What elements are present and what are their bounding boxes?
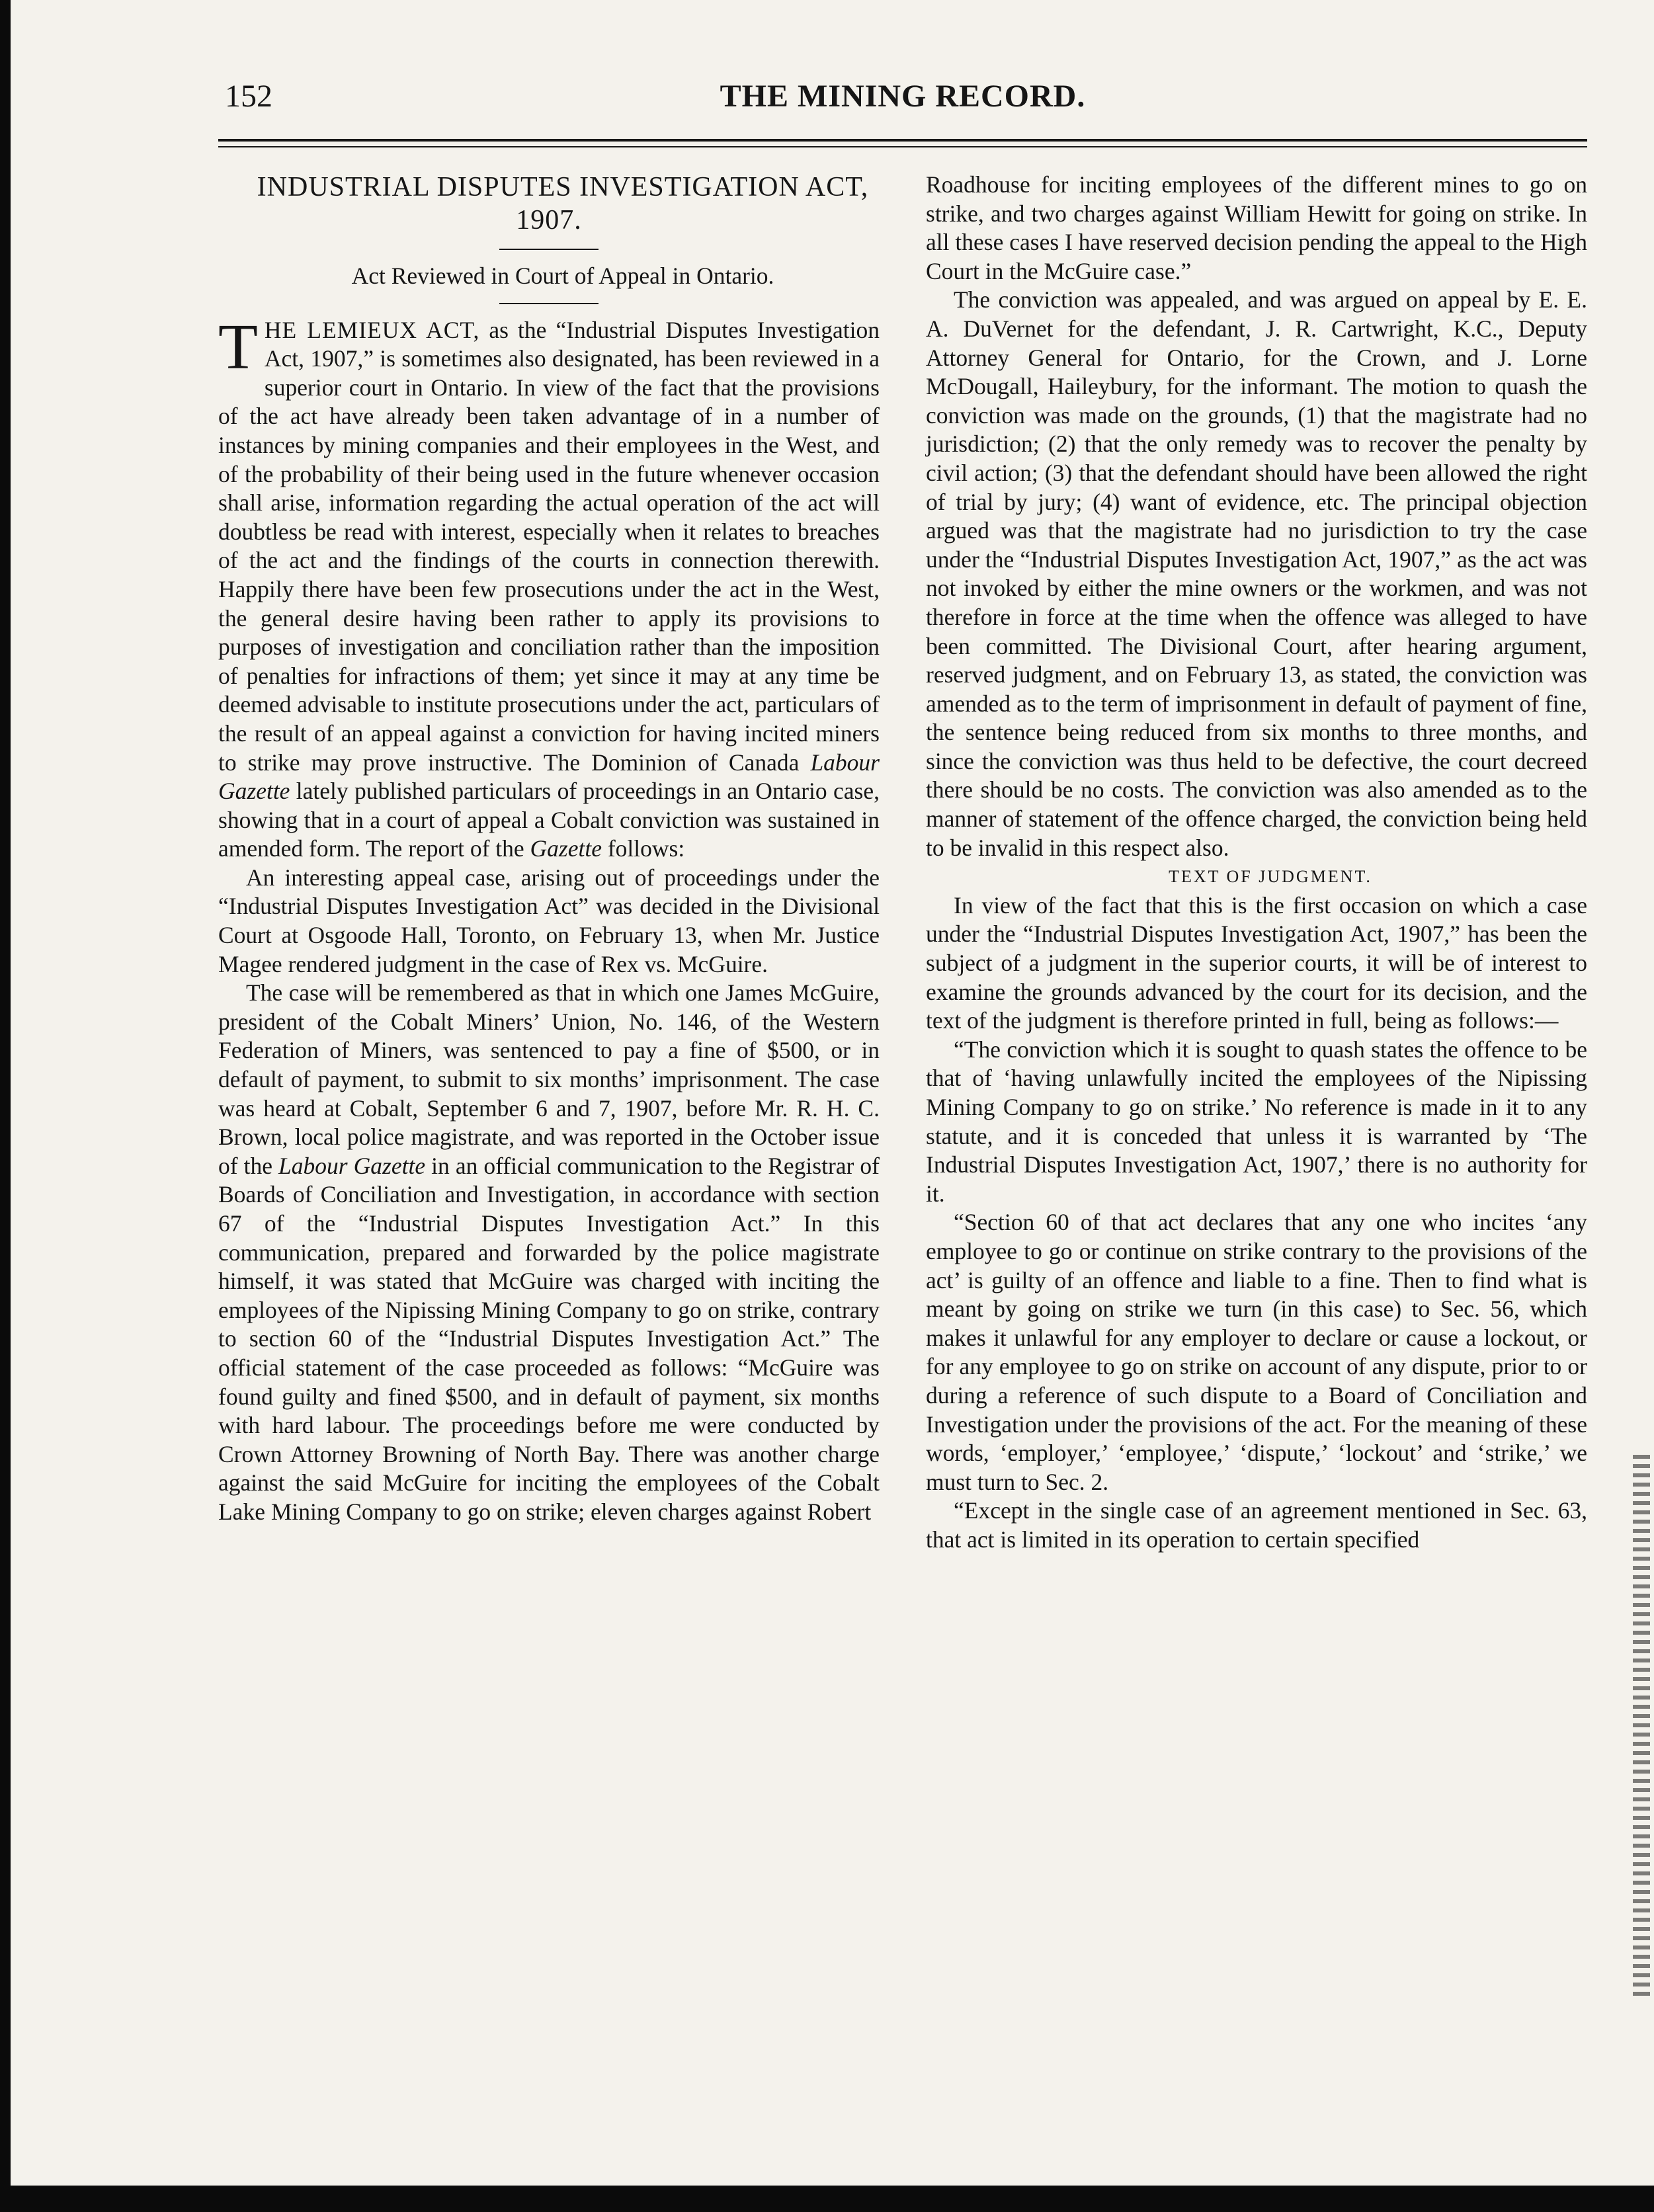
section-heading: TEXT OF JUDGMENT. xyxy=(1169,867,1372,887)
intro-italic-gazette: Gazette xyxy=(530,835,602,862)
paragraph-judgment-2: “Section 60 of that act declares that any one who incites ‘any employee to go or continue on strike contrary to the provisions of the act’ is guilty of an offence and liable to a fine. Then to find what is meant by going on strike we turn (in this case) to Sec. 56, which makes it unlawful for any employer to declare or cause a lockout, or for any employee to go on strike on account of any dispute, prior to or during a reference of such dispute to a Board of Conciliation and Investigation under the provisions of the act. For the meaning of these words, ‘employer,’ ‘employee,’ ‘dispute,’ ‘lockout’ and ‘strike,’ we must turn to Sec. 2. xyxy=(926,1209,1587,1495)
right-column xyxy=(926,171,1587,1555)
paragraph-appeal-grounds: The conviction was appealed, and was argued on appeal by E. E. A. DuVernet for the defendant, J. R. Cartwright, K.C., Deputy Attorney General for Ontario, for the Crown, and J. Lorne McDougall, Haileybury, for the informant. The motion to quash the conviction was made on the grounds, (1) that the magistrate had no jurisdiction; (2) that the only remedy was to recover the penalty by civil action; (3) that the defendant should have been allowed the right of trial by jury; (4) want of evidence, etc. The principal objection argued was that the magistrate had no jurisdiction to try the case under the “Industrial Disputes Investigation Act, 1907,” as the act was not invoked by either the mine owners or the workmen, and was not therefore in force at the time when the offence was alleged to have been committed. The Divisional Court, after hearing argument, reserved judgment, and on February 13, as stated, the conviction was amended as to the term of imprisonment in default of payment of fine, the sentence being reduced from six months to three months, and since the conviction was thus held to be defective, the court decreed there should be no costs. The conviction was also amended as to the manner of statement of the offence charged, the conviction being held to be invalid in this respect also. xyxy=(926,286,1587,861)
article-title: INDUSTRIAL DISPUTES INVESTIGATION ACT, 1907. xyxy=(257,172,869,235)
paragraph-intro xyxy=(218,311,880,864)
intro-text-end: follows: xyxy=(601,835,685,862)
lead-caps: HE LEMIEUX ACT, xyxy=(264,316,480,343)
paragraph-judgment-1: “The conviction which it is sought to quash states the offence to be that of ‘having unlawfully incited the employees of the Nipissing Mining Company to go on strike.’ No reference is made in it to any statute, and it is conceded that unless it is warranted by ‘The Industrial Disputes Investigation Act, 1907,’ there is no authority for it. xyxy=(926,1036,1587,1207)
paragraph-judgment-3: “Except in the single case of an agreement mentioned in Sec. 63, that act is limited in its operation to certain specified xyxy=(926,1497,1587,1553)
subtitle-rule xyxy=(499,303,599,304)
drop-cap: T xyxy=(218,311,258,383)
paragraph-continued: Roadhouse for inciting employees of the different mines to go on strike, and two charges against William Hewitt for going on strike. In all these cases I have reserved decision pending the appeal to the High Court in the McGuire case.” xyxy=(926,171,1587,284)
case-history-italic: Labour Gazette xyxy=(278,1152,426,1179)
running-title: THE MINING RECORD. xyxy=(720,79,1086,114)
paragraph-case-history xyxy=(218,979,880,1526)
intro-text-mid: lately published particulars of proceedings in an Ontario case, showing that in a court of appeal a Cobalt conviction was sustained in amended form. The report of the xyxy=(218,778,880,862)
case-history-text: The case will be remembered as that in which one James McGuire, president of the Cobalt Miners’ Union, No. 146, of the Western Federation of Miners, was sentenced to pay a fine of $500, or in default of payment, to submit to six months’ imprisonment. The case was heard at Cobalt, September 6 and 7, 1907, before Mr. R. H. C. Brown, local police magistrate, and was reported in the October issue of the xyxy=(218,979,880,1179)
page-number: 152 xyxy=(225,79,272,114)
scan-edge-left xyxy=(0,0,11,2212)
page-header xyxy=(218,78,1587,124)
page xyxy=(218,78,1587,1553)
left-column xyxy=(218,171,880,1527)
paragraph-judgment-intro: In view of the fact that this is the first occasion on which a case under the “Industrial Disputes Investigation Act, 1907,” has been the subject of a judgment in the superior courts, it will be of interest to examine the grounds advanced by the court for its decision, and the text of the judgment is therefore printed in full, being as follows:— xyxy=(926,891,1587,1034)
intro-italic-labour-gazette: Labour Gazette xyxy=(218,749,880,805)
case-history-text-end: in an official communication to the Registrar of Boards of Conciliation and Investigation, in accordance with section 67 of the “Industrial Disputes Investigation Act.” In this communication, prepared and forwarded by the police magistrate himself, it was stated that McGuire was charged with inciting the employees of the Nipissing Mining Company to go on strike, contrary to section 60 of the “Industrial Disputes Investigation Act.” The official statement of the case proceeded as follows: “McGuire was found guilty and fined $500, and in default of payment, six months with hard labour. The proceedings before me were conducted by Crown Attorney Browning of North Bay. There was another charge against the said McGuire for inciting the employees of the Cobalt Lake Mining Company to go on strike; eleven charges against Robert xyxy=(218,1152,880,1525)
article-subtitle: Act Reviewed in Court of Appeal in Ontario. xyxy=(351,263,774,289)
scan-edge-right xyxy=(1633,1455,1650,1997)
header-rule xyxy=(218,139,1587,142)
header-rule-thin xyxy=(218,146,1587,147)
paragraph-appeal-case: An interesting appeal case, arising out of proceedings under the “Industrial Disputes Investigation Act” was decided in the Divisional Court at Osgoode Hall, Toronto, on February 13, when Mr. Justice Magee rendered judgment in the case of Rex vs. McGuire. xyxy=(218,864,880,977)
intro-text: as the “Industrial Disputes Investigation Act, 1907,” is sometimes also designated, has been reviewed in a superior court in Ontario. In view of the fact that the provisions of the act have already been taken advantage of in a number of instances by mining companies and their employees in the West, and of the probability of their being used in the future whenever occasion shall arise, information regarding the actual operation of the act will doubtless be read with interest, especially when it relates to breaches of the act and the findings of the courts in connection therewith. Happily there have been few prosecutions under the act in the West, the general desire having been rather to apply its provisions to purposes of investigation and conciliation rather than the imposition of penalties for infractions of them; yet since it may at any time be deemed advisable to institute prosecutions under the act, particulars of the result of an appeal against a conviction for having incited miners to strike may prove instructive. The Dominion of Canada xyxy=(218,316,880,776)
scan-edge-bottom xyxy=(0,2186,1654,2212)
title-rule xyxy=(499,249,599,250)
